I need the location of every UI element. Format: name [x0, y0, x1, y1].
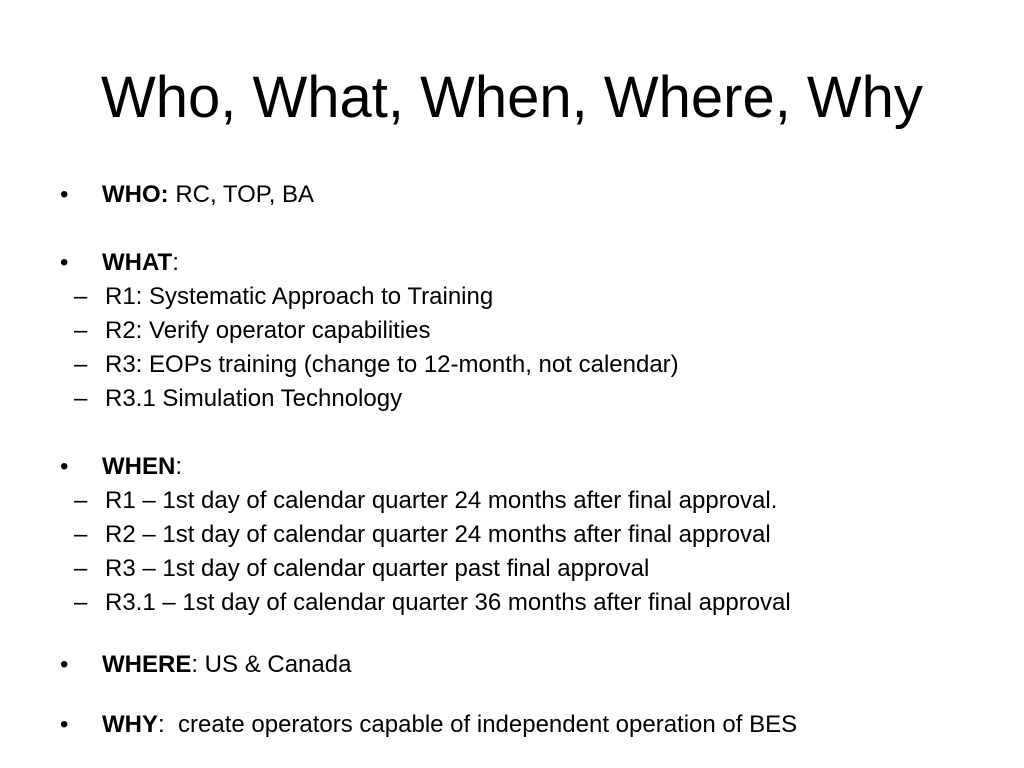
what-sub-list — [60, 280, 1000, 416]
bullet-what-heading: WHAT — [102, 249, 173, 276]
bullet-when — [60, 450, 1000, 484]
bullet-what-text: : — [172, 249, 179, 276]
list-item-text: R3.1 Simulation Technology — [105, 385, 403, 412]
bullet-who-heading: WHO: — [102, 181, 169, 208]
when-sub-list — [60, 484, 1000, 620]
dash-icon: – — [74, 351, 88, 378]
dash-icon: – — [74, 487, 88, 514]
dash-icon: – — [74, 317, 88, 344]
bullet-what — [60, 246, 1000, 280]
list-item-text: R1: Systematic Approach to Training — [105, 283, 494, 310]
list-item — [60, 552, 1000, 586]
dash-icon: – — [74, 555, 88, 582]
bullet-icon: • — [60, 651, 69, 678]
bullet-why-heading: WHY — [102, 711, 158, 738]
bullet-who-text: RC, TOP, BA — [168, 181, 315, 208]
bullet-who — [60, 178, 1000, 212]
slide-title: Who, What, When, Where, Why — [101, 65, 923, 130]
list-item — [60, 586, 1000, 620]
list-item — [60, 484, 1000, 518]
bullet-when-heading: WHEN — [102, 453, 176, 480]
dash-icon: – — [74, 283, 88, 310]
list-item-text: R2 – 1st day of calendar quarter 24 months after final approval — [105, 521, 771, 548]
bullet-where-heading: WHERE — [102, 651, 192, 678]
list-item-text: R3: EOPs training (change to 12-month, not calendar) — [105, 351, 679, 378]
bullet-why-text: : create operators capable of independent operation of BES — [158, 711, 798, 738]
list-item-text: R1 – 1st day of calendar quarter 24 months after final approval. — [105, 487, 778, 514]
dash-icon: – — [74, 589, 88, 616]
slide-content — [60, 178, 1000, 742]
bullet-where-text: : US & Canada — [191, 651, 352, 678]
list-item — [60, 314, 1000, 348]
bullet-icon: • — [60, 249, 69, 276]
dash-icon: – — [74, 521, 88, 548]
bullet-icon: • — [60, 453, 69, 480]
bullet-icon: • — [60, 181, 69, 208]
list-item-text: R2: Verify operator capabilities — [105, 317, 431, 344]
list-item — [60, 348, 1000, 382]
list-item-text: R3.1 – 1st day of calendar quarter 36 months after final approval — [105, 589, 791, 616]
bullet-when-text: : — [175, 453, 182, 480]
bullet-where — [60, 648, 1000, 682]
bullet-icon: • — [60, 711, 69, 738]
list-item — [60, 518, 1000, 552]
bullet-why — [60, 708, 1000, 742]
list-item — [60, 382, 1000, 416]
list-item-text: R3 – 1st day of calendar quarter past final approval — [105, 555, 650, 582]
dash-icon: – — [74, 385, 88, 412]
list-item — [60, 280, 1000, 314]
